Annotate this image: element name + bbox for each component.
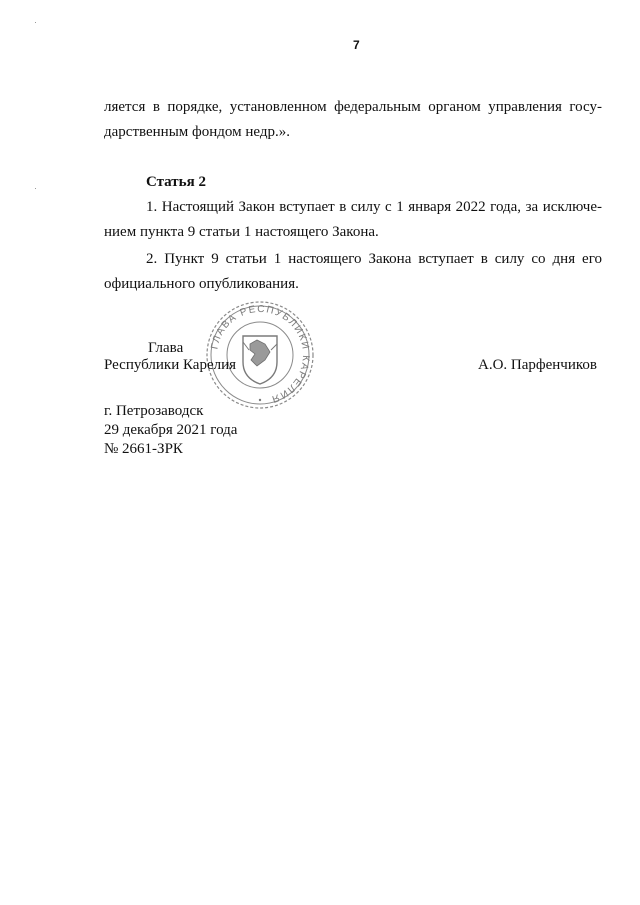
signature-title-line-2: Республики Карелия: [104, 357, 237, 373]
continuation-line-2: дарственным фондом недр.».: [104, 124, 290, 140]
article-p2-line-1: 2. Пункт 9 статьи 1 настоящего Закона вступает в силу со дня его: [146, 251, 602, 267]
signatory-name: А.О. Парфенчиков: [478, 357, 597, 373]
continuation-line-1: ляется в порядке, установленном федеральным органом управления госу-: [104, 99, 602, 115]
scan-dot: [35, 188, 36, 189]
article-p1-line-1: 1. Настоящий Закон вступает в силу с 1 января 2022 года, за исключе-: [146, 199, 602, 215]
svg-text:ГЛАВА РЕСПУБЛИКИ КАРЕЛИЯ: ГЛАВА РЕСПУБЛИКИ КАРЕЛИЯ: [209, 303, 312, 405]
article-p2-line-2: официального опубликования.: [104, 276, 299, 292]
footer-date: 29 декабря 2021 года: [104, 422, 238, 438]
signature-title-line-1: Глава: [148, 340, 184, 356]
footer-law-number: № 2661-ЗРК: [104, 441, 183, 457]
article-p1-line-2: нием пункта 9 статьи 1 настоящего Закона.: [104, 224, 379, 240]
article-heading: Статья 2: [146, 174, 206, 190]
page-number: 7: [353, 38, 360, 52]
scan-dot: [35, 22, 36, 23]
official-seal: [205, 300, 315, 410]
footer-city: г. Петрозаводск: [104, 403, 204, 419]
